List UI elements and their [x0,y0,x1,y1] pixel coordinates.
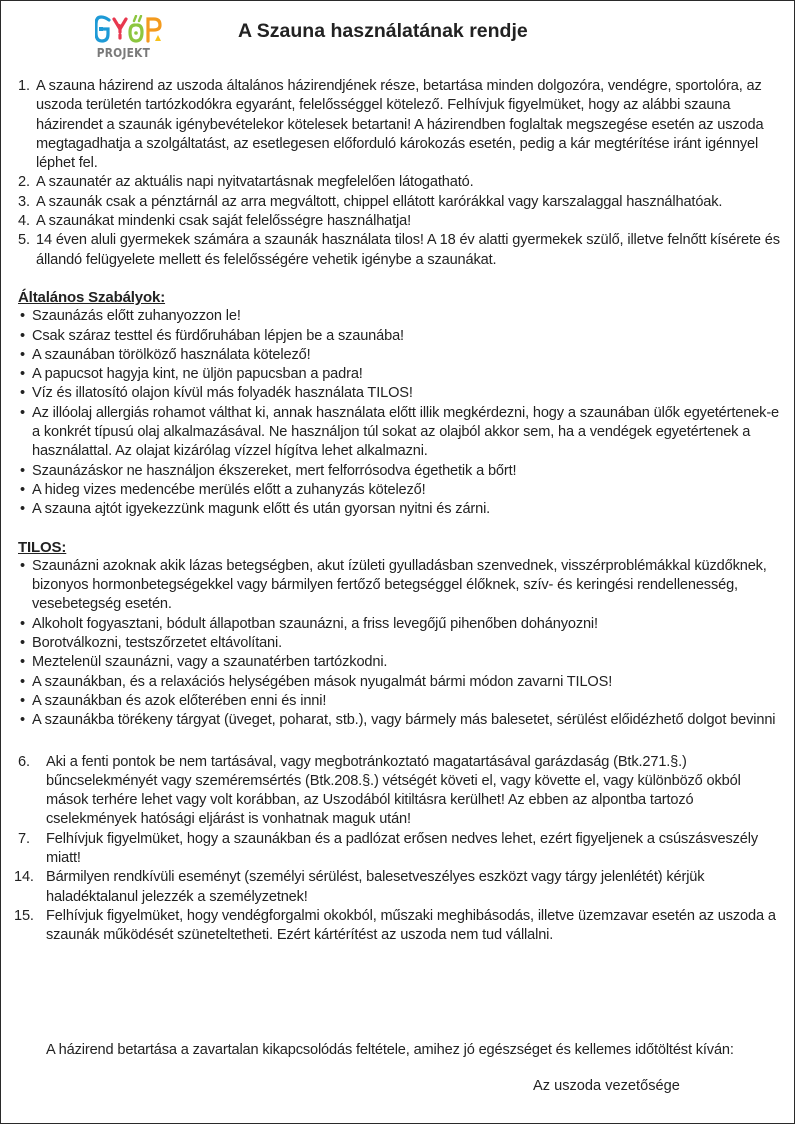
list-item-7 [18,830,783,869]
forbidden-text: Borotválkozni, testszőrzetet eltávolítani. [32,635,283,652]
item-number: 14. [14,869,34,886]
spacer [18,731,783,753]
rule-item [18,404,783,462]
list-item-6 [18,753,783,830]
bullet-icon: • [20,501,25,518]
item-text: A szaunákat mindenki csak saját felelősségre használhatja! [36,213,412,230]
bullet-icon: • [20,404,25,421]
bullet-icon: • [20,673,25,690]
list-item-1 [18,77,783,173]
gyor-projekt-logo [95,15,175,65]
item-number: 5. [18,232,30,249]
logo-letters-icon [95,15,175,45]
forbidden-text: Szaunázni azoknak akik lázas betegségben, akut ízületi gyulladásban szenvednek, visszérproblémákkal küzdőknek, bizonyos hormonbetegségekkel vagy bármilyen fertőző betegséggel élőknek, szív- és keringési rendellenesség, vesebetegség esetén. [32,557,767,613]
bullet-icon: • [20,692,25,709]
forbidden-text: A szaunákban és azok előterében enni és inni! [32,692,327,709]
bullet-icon: • [20,462,25,479]
bullet-icon: • [20,346,25,363]
forbidden-section [18,538,783,731]
rule-text: Szaunázás előtt zuhanyozzon le! [32,308,241,325]
forbidden-text: A szaunákban, és a relaxációs helységében mások nyugalmát bármi módon zavarni TILOS! [32,673,613,690]
rule-text: Szaunázáskor ne használjon ékszereket, mert felforrósodva égethetik a bőrt! [32,462,517,479]
final-list [14,753,783,946]
item-text: A szaunatér az aktuális napi nyitvatartásnak megfelelően látogatható. [36,174,474,191]
item-number: 4. [18,213,30,230]
rule-text: A szaunában törölköző használata kötelező! [32,346,311,363]
rule-item [18,384,783,403]
bullet-icon: • [20,557,25,574]
item-text: A szauna házirend az uszoda általános házirendjének része, betartása minden dolgozóra, vendégre, sportolóra, az uszoda területén tartózkodókra egyaránt, felelősséggel kötelező. Felhívjuk figyelmüket, hogy az alábbi szauna házirendet a szaunák igénybevételekor kötelesek betartani! A házirendben foglaltak megszegése esetén az uszoda megtagadhatja a szolgáltatást, az esetlegesen előforduló károkozás esetén, pedig a kár megtérítése iránt igénnyel léphet fel. [36,78,764,172]
list-item-15 [14,907,783,946]
general-rules-heading: Általános Szabályok: [18,288,166,306]
item-number: 2. [18,174,30,191]
spacer [18,270,783,288]
rule-item [18,307,783,326]
item-number: 7. [18,830,30,847]
rule-item [18,462,783,481]
bullet-icon: • [20,366,25,383]
item-text: Felhívjuk figyelmüket, hogy a szaunákban és a padlózat erősen nedves lehet, ezért figyeljenek a csúszásveszély miatt! [46,830,758,866]
list-item-4 [18,212,783,231]
item-text: Aki a fenti pontok be nem tartásával, vagy megbotránkoztató magatartásával garázdaság (Btk.271.§.) bűncselekményét vagy szeméremsértés (Btk.208.§.) vétségét követi el, vagy követte el, vagy különböző okból mások terhére lehet vagy volt korábban, az Uszodából kitiltásra kerülhet! Az ebben az alpontba tartozó cselekmények hatósági eljárást is vonhatnak maguk után! [46,753,741,828]
forbidden-item [18,615,783,634]
rule-item [18,327,783,346]
item-number: 1. [18,78,30,94]
forbidden-item [18,653,783,672]
general-rules-section [18,288,783,520]
rule-item [18,481,783,500]
rule-text: A papucsot hagyja kint, ne üljön papucsban a padra! [32,366,363,383]
item-text: Felhívjuk figyelmüket, hogy vendégforgalmi okokból, műszaki meghibásodás, illetve üzemzavar esetén az uszoda a szaunák működését szüneteltetheti. Ezért kártérítést az uszoda nem tud vállalni. [46,907,776,944]
item-number: 6. [18,753,30,770]
bullet-icon: • [20,308,25,325]
forbidden-item [18,673,783,692]
item-text: 14 éven aluli gyermekek számára a szaunák használata tilos! A 18 év alatti gyermekek szülő, illetve felnőtt kísérete és állandó felügyelete mellett és felelősségére vehetik igénybe a szaunákat. [36,232,780,268]
forbidden-item [18,557,783,615]
item-text: Bármilyen rendkívüli eseményt (személyi sérülést, balesetveszélyes eszközt vagy tárgy jelenlétét) kérjük haladéktalanul jelezzék a személyzetnek! [46,869,705,905]
bullet-icon: • [20,712,25,729]
forbidden-item [18,711,783,730]
forbidden-text: Meztelenül szaunázni, vagy a szaunatérben tartózkodni. [32,654,388,671]
forbidden-item [18,634,783,653]
signature: Az uszoda vezetősége [533,1078,680,1094]
bullet-icon: • [20,635,25,652]
document-body [14,77,783,945]
item-number: 3. [18,193,30,210]
list-item-5 [18,231,783,270]
rule-item [18,346,783,365]
forbidden-text: Alkoholt fogyasztani, bódult állapotban szaunázni, a friss levegőjű pihenőben dohányozni! [32,615,598,632]
list-item-14 [14,868,783,907]
forbidden-heading: TILOS: [18,538,67,556]
rule-item [18,365,783,384]
rule-text: A szauna ajtót igyekezzünk magunk előtt és után gyorsan nyitni és zárni. [32,501,491,518]
bullet-icon: • [20,385,25,402]
forbidden-text: A szaunákba törékeny tárgyat (üveget, poharat, stb.), vagy bármely más balesetet, sérülést előidézhető dolgot bevinni [32,712,776,729]
closing-statement: A házirend betartása a zavartalan kikapcsolódás feltétele, amihez jó egészséget és kellemes időtöltést kíván: [46,1042,734,1058]
item-text: A szaunák csak a pénztárnál az arra megváltott, chippel ellátott karórákkal vagy karszalaggal használhatóak. [36,193,723,210]
rule-text: Az illóolaj allergiás rohamot válthat ki, annak használata előtt illik megkérdezni, hogy a szaunában ülők egyetértenek-e a konkrét típusú olaj alkalmazásával. Ne használjon túl sokat az olajból akkor sem, ha a vendégek egyetértenek a használattal. Az olajat kizárólag vízzel hígítva lehet alkalmazni. [32,404,779,460]
rule-text: Csak száraz testtel és fürdőruhában lépjen be a szaunába! [32,327,404,344]
page-title: A Szauna használatának rendje [238,20,528,42]
rule-item [18,500,783,519]
spacer [18,520,783,538]
rule-text: Víz és illatosító olajon kívül más folyadék használata TILOS! [32,385,413,402]
bullet-icon: • [20,615,25,632]
logo-subtitle: PROJEKT [96,45,151,60]
item-number: 15. [14,907,34,924]
intro-list [18,77,783,270]
bullet-icon: • [20,654,25,671]
list-item-3 [18,193,783,212]
forbidden-item [18,692,783,711]
rule-text: A hideg vizes medencébe merülés előtt a zuhanyzás kötelező! [32,481,426,498]
list-item-2 [18,173,783,192]
bullet-icon: • [20,327,25,344]
bullet-icon: • [20,481,25,498]
